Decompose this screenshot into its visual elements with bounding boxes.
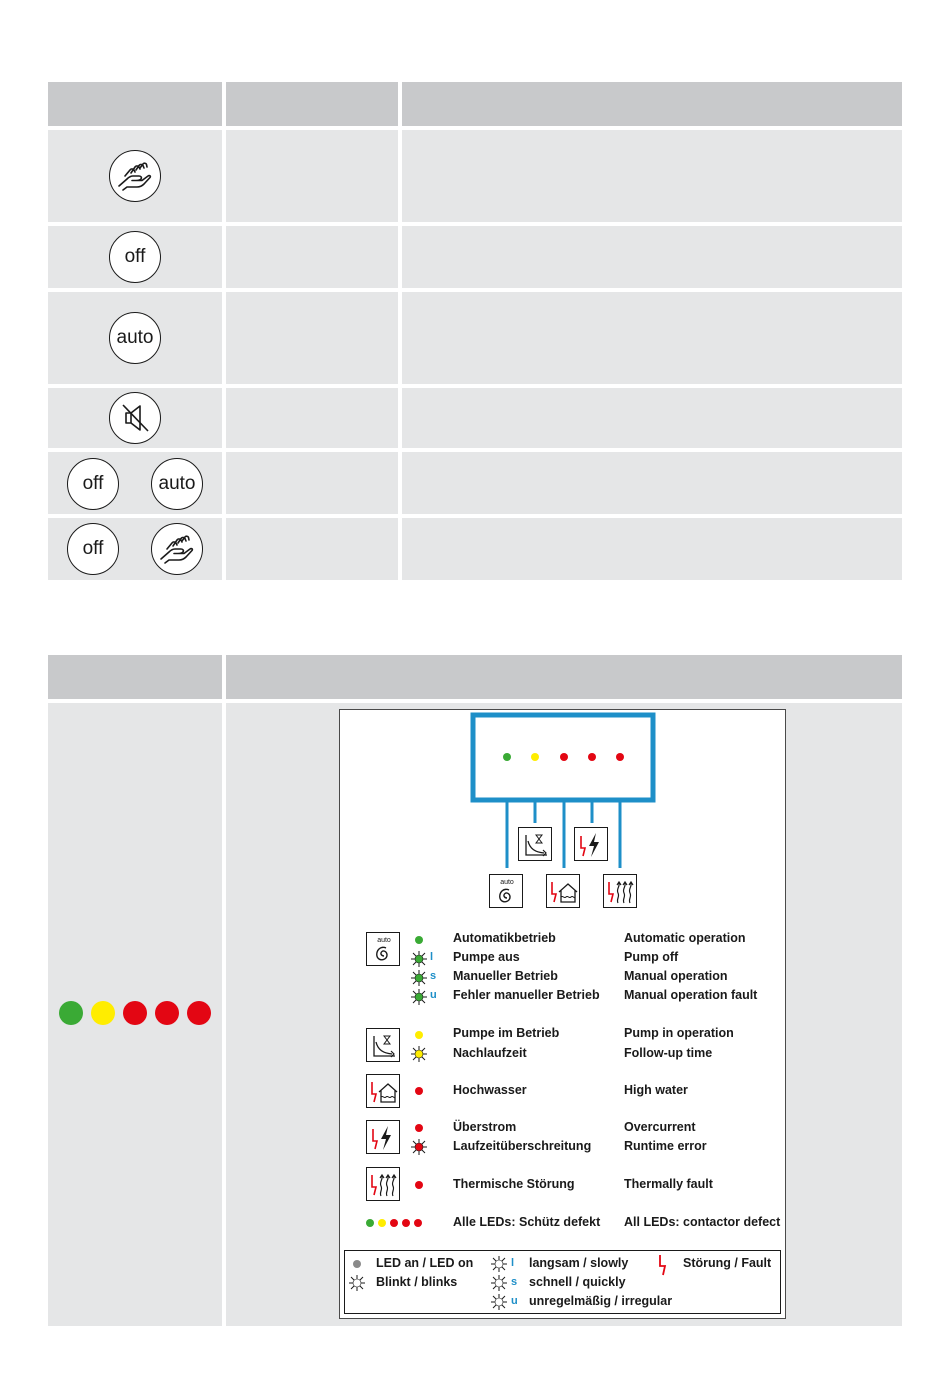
off-button[interactable]	[109, 231, 161, 283]
led-red	[187, 1001, 211, 1025]
off-label: off	[82, 538, 104, 559]
legend-de: Pumpe aus	[453, 950, 520, 964]
high-water-icon	[366, 1074, 400, 1108]
thermal-fault-icon	[366, 1167, 400, 1201]
led-yellow	[415, 1031, 423, 1039]
off-button[interactable]	[67, 523, 119, 575]
auto-button[interactable]	[109, 312, 161, 364]
led-legend-diagram	[339, 709, 786, 1319]
legend-de: Pumpe im Betrieb	[453, 1026, 560, 1040]
blink-icon	[411, 970, 427, 986]
panel-led-green	[503, 753, 511, 761]
legend-en: Manual operation fault	[624, 988, 758, 1002]
legend-de: Hochwasser	[453, 1083, 527, 1097]
legend-en: High water	[624, 1083, 688, 1097]
panel-led-red	[560, 753, 568, 761]
blink-icon	[349, 1275, 365, 1291]
table1-header-col3	[402, 82, 902, 126]
high-water-icon	[546, 874, 580, 908]
led-yellow	[378, 1219, 386, 1227]
legend-en: All LEDs: contactor defect	[624, 1215, 781, 1229]
panel-led-red	[616, 753, 624, 761]
legend-de: Fehler manueller Betrieb	[453, 988, 600, 1002]
blink-icon	[411, 1139, 427, 1155]
key-led-on: LED an / LED on	[376, 1256, 474, 1270]
led-red	[123, 1001, 147, 1025]
legend-en: Pump in operation	[624, 1026, 734, 1040]
mute-button[interactable]	[109, 392, 161, 444]
table1-header-col2	[226, 82, 398, 126]
led-red	[415, 1087, 423, 1095]
auto-label: auto	[158, 473, 196, 494]
manual-hand-button[interactable]	[109, 150, 161, 202]
legend-en: Manual operation	[624, 969, 728, 983]
mode-letter: u	[511, 1295, 518, 1307]
table2-header-col1	[48, 655, 222, 699]
led-red	[390, 1219, 398, 1227]
led-green	[415, 936, 423, 944]
legend-de: Thermische Störung	[453, 1177, 575, 1191]
off-label: off	[124, 246, 146, 267]
legend-de: Automatikbetrieb	[453, 931, 556, 945]
led-yellow	[91, 1001, 115, 1025]
blink-icon	[491, 1294, 507, 1310]
key-irregular: unregelmäßig / irregular	[529, 1294, 673, 1308]
table2-header-col2	[226, 655, 902, 699]
mode-letter: u	[430, 989, 437, 1001]
legend-en: Pump off	[624, 950, 679, 964]
legend-de: Manueller Betrieb	[453, 969, 558, 983]
key-blinks: Blinkt / blinks	[376, 1275, 458, 1289]
overcurrent-icon	[366, 1120, 400, 1154]
led-on-indicator	[353, 1260, 361, 1268]
svg-text:auto: auto	[500, 879, 514, 886]
svg-text:auto: auto	[377, 937, 391, 944]
table1-header-col1	[48, 82, 222, 126]
auto-pump-icon	[489, 874, 523, 908]
blink-icon	[491, 1275, 507, 1291]
follow-up-time-icon	[366, 1028, 400, 1062]
hand-icon	[157, 532, 197, 566]
legend-en: Follow-up time	[624, 1046, 713, 1060]
legend-en: Thermally fault	[624, 1177, 713, 1191]
mode-letter: s	[430, 970, 437, 982]
overcurrent-icon	[574, 827, 608, 861]
legend-en: Automatic operation	[624, 931, 746, 945]
auto-pump-icon	[366, 932, 400, 966]
panel-led-yellow	[531, 753, 539, 761]
led-red	[155, 1001, 179, 1025]
auto-button[interactable]	[151, 458, 203, 510]
led-red	[415, 1124, 423, 1132]
hand-icon	[115, 159, 155, 193]
blink-icon	[411, 1046, 427, 1062]
auto-label: auto	[116, 327, 154, 348]
blink-icon	[411, 989, 427, 1005]
key-quickly: schnell / quickly	[529, 1275, 626, 1289]
follow-up-time-icon	[518, 827, 552, 861]
led-red	[414, 1219, 422, 1227]
off-button[interactable]	[67, 458, 119, 510]
legend-de: Laufzeitüberschreitung	[453, 1139, 592, 1153]
led-green	[366, 1219, 374, 1227]
led-red	[402, 1219, 410, 1227]
manual-hand-button[interactable]	[151, 523, 203, 575]
thermal-fault-icon	[603, 874, 637, 908]
off-label: off	[82, 473, 104, 494]
mute-speaker-icon	[115, 398, 155, 438]
mode-letter: s	[511, 1276, 518, 1288]
key-slowly: langsam / slowly	[529, 1256, 629, 1270]
key-fault: Störung / Fault	[683, 1256, 772, 1270]
fault-icon	[657, 1254, 669, 1276]
mode-letter: l	[430, 951, 434, 963]
panel-led-red	[588, 753, 596, 761]
legend-de: Alle LEDs: Schütz defekt	[453, 1215, 601, 1229]
led-green	[59, 1001, 83, 1025]
legend-de: Nachlaufzeit	[453, 1046, 527, 1060]
led-red	[415, 1181, 423, 1189]
legend-en: Overcurrent	[624, 1120, 696, 1134]
blink-icon	[411, 951, 427, 967]
symbol-key-box	[344, 1250, 781, 1314]
legend-en: Runtime error	[624, 1139, 707, 1153]
mode-letter: l	[511, 1257, 515, 1269]
blink-icon	[491, 1256, 507, 1272]
legend-de: Überstrom	[453, 1120, 517, 1134]
